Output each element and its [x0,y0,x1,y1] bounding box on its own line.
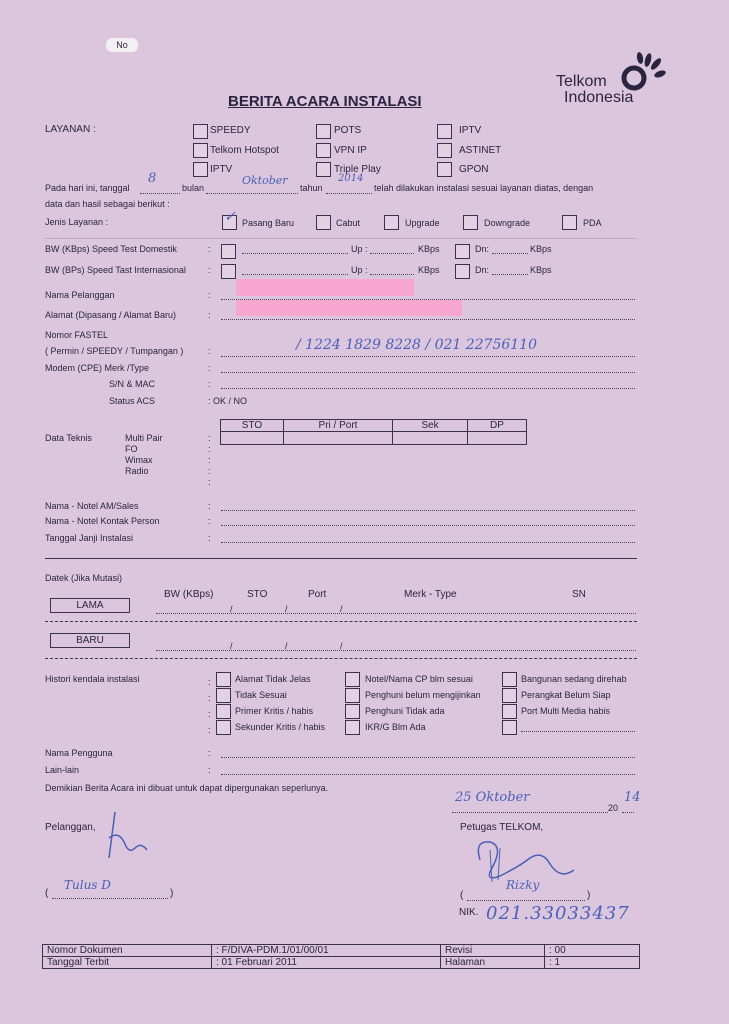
divider-1 [45,238,637,239]
hw-tanggal: 8 [148,171,157,186]
pengguna-colon: : [208,748,211,758]
cell-sek[interactable] [393,432,468,445]
intro-tahun: tahun [300,183,323,193]
jenis-pasang-baru: Pasang Baru [242,218,295,228]
janji-colon: : [208,533,211,543]
checkbox-h1-2[interactable] [216,688,231,703]
checkbox-iptv-1[interactable] [437,124,452,139]
checkbox-h2-1[interactable] [345,672,360,687]
hw-fastel: / 1224 1829 8228 / 021 22756110 [296,337,538,353]
divider-2 [45,558,637,559]
alamat-colon: : [208,310,211,320]
fastel-line [221,356,635,357]
bw-dom-line [242,253,348,254]
modem-line [221,372,635,373]
checkbox-astinet[interactable] [437,143,452,158]
opt-speedy: SPEEDY [210,125,251,136]
opt-vpnip: VPN IP [334,145,367,156]
lama-box: LAMA [50,598,130,613]
demikian-text: Demikian Berita Acara ini dibuat untuk dapat dipergunakan seperlunya. [45,783,329,793]
bw-intl-dn: Dn: [475,265,490,275]
hw-petugas-name: Rizky [506,878,540,892]
nama-redaction [236,279,414,296]
teknis-multipair: Multi Pair [125,433,163,443]
checkbox-speedy[interactable] [193,124,208,139]
petugas-name-line [467,900,585,901]
nik-label: NIK. [459,907,479,918]
layanan-label: LAYANAN : [45,124,96,135]
h2-1: Notel/Nama CP blm sesuai [365,674,473,684]
bw-intl-up-line [370,274,414,275]
bw-dom-dn-line [492,253,528,254]
footer-table [42,944,640,969]
col-sto: STO [221,420,284,432]
opt-triple: Triple Play [334,164,381,175]
opt-iptv-2: IPTV [210,164,233,175]
checkbox-h3-3[interactable] [502,704,517,719]
jenis-label: Jenis Layanan : [45,217,109,227]
opt-pots: POTS [334,125,362,136]
nomor-label: Nomor Dokumen [43,945,212,957]
baru-slashes: / / / [230,641,343,651]
checkbox-bw-intl-dn[interactable] [455,264,470,279]
bw-dom-colon: : [208,244,211,254]
bw-dom-kbps: KBps [418,244,440,254]
checkbox-h3-4[interactable] [502,720,517,735]
datek-col-sto: STO [247,589,268,600]
checkbox-h2-2[interactable] [345,688,360,703]
bw-dom-label: BW (KBps) Speed Test Domestik [45,244,177,254]
checkbox-h1-4[interactable] [216,720,231,735]
date-20: 20 [608,803,619,813]
intro-bulan: bulan [182,183,205,193]
teknis-list [125,433,163,477]
h2-4: IKR/G Blm Ada [365,722,426,732]
lain-colon: : [208,765,211,775]
nama-colon: : [208,290,211,300]
h3-2: Perangkat Belum Siap [521,690,611,700]
lain-label: Lain-lain [45,765,80,775]
lama-slashes: / / / [230,604,343,614]
bw-intl-up: Up : [351,265,368,275]
acs-value: : OK / NO [208,396,248,406]
acs-label: Status ACS [109,396,156,406]
sn-label: S/N & MAC [109,379,156,389]
h3-1: Bangunan sedang direhab [521,674,627,684]
halaman-label: Halaman [441,957,545,969]
checkbox-cabut[interactable] [316,215,331,230]
fastel-label-2: ( Permin / SPEEDY / Tumpangan ) [45,346,184,356]
opt-iptv-1: IPTV [459,125,482,136]
modem-label: Modem (CPE) Merk /Type [45,363,150,373]
teknis-fo: FO [125,444,138,454]
opt-hotspot: Telkom Hotspot [210,145,279,156]
jenis-pda: PDA [583,218,602,228]
checkbox-hotspot[interactable] [193,143,208,158]
hw-nik: 021.33033437 [486,903,630,924]
notel-am-label: Nama - Notel AM/Sales [45,501,139,511]
logo-text-1: Telkom [556,73,607,90]
hw-tahun: 2014 [338,173,364,184]
notel-kontak-colon: : [208,516,211,526]
jenis-cabut: Cabut [336,218,361,228]
checkbox-pda[interactable] [562,215,577,230]
checkbox-h3-1[interactable] [502,672,517,687]
teknis-table [220,419,527,445]
col-pri-port: Pri / Port [284,420,393,432]
bw-dom-up-line [370,253,414,254]
janji-label: Tanggal Janji Instalasi [45,533,134,543]
pelanggan-name-line [52,898,168,899]
hw-bulan: Oktober [242,174,288,187]
teknis-label: Data Teknis [45,433,92,443]
fastel-label-1: Nomor FASTEL [45,330,109,340]
lain-line [221,774,635,775]
checkbox-downgrade[interactable] [463,215,478,230]
checkbox-upgrade[interactable] [384,215,399,230]
h1-4: Sekunder Kritis / habis [235,722,326,732]
teknis-wimax: Wimax [125,455,153,465]
bulan-line [206,193,298,194]
form-title: BERITA ACARA INSTALASI [228,93,422,110]
checkbox-bw-dom[interactable] [221,244,236,259]
date-yr-line [622,812,634,813]
logo-text-2: Indonesia [564,89,634,106]
cell-sto[interactable] [221,432,284,445]
datek-col-merk: Merk - Type [404,589,457,600]
bw-dom-kbps2: KBps [530,244,552,254]
h3-3: Port Multi Media habis [521,706,611,716]
datek-dash-2 [45,658,637,659]
baru-line [156,650,636,651]
jenis-upgrade: Upgrade [405,218,440,228]
pelanggan-signature [95,808,155,868]
h2-2: Penghuni belum mengijinkan [365,690,481,700]
hw-date: 25 Oktober [455,790,530,805]
h1-2: Tidak Sesuai [235,690,287,700]
checkbox-gpon[interactable] [437,162,452,177]
petugas-paren-open: ( [460,890,464,901]
cell-dp[interactable] [468,432,527,445]
col-sek: Sek [393,420,468,432]
revisi-value: : 00 [545,945,640,957]
teknis-radio: Radio [125,466,149,476]
terbit-label: Tanggal Terbit [43,957,212,969]
alamat-line [221,319,635,320]
datek-dash-1 [45,621,637,622]
sn-colon: : [208,379,211,389]
telkom-hand-icon [620,50,666,94]
notel-am-line [221,510,635,511]
jenis-downgrade: Downgrade [484,218,531,228]
datek-label: Datek (Jika Mutasi) [45,573,123,583]
pengguna-label: Nama Pengguna [45,748,113,758]
bw-dom-up: Up : [351,244,368,254]
date-line [452,812,608,813]
checkbox-h3-2[interactable] [502,688,517,703]
alamat-redaction [236,300,462,316]
tanggal-line [140,193,180,194]
intro-tanggal: Pada hari ini, tanggal [45,183,130,193]
pasang-baru-checkmark: ✓ [224,209,236,225]
checkbox-iptv-2[interactable] [193,162,208,177]
alamat-label: Alamat (Dipasang / Alamat Baru) [45,310,177,320]
checkbox-h2-4[interactable] [345,720,360,735]
fastel-colon: : [208,346,211,356]
modem-colon: : [208,363,211,373]
revisi-label: Revisi [441,945,545,957]
h1-1: Alamat Tidak Jelas [235,674,311,684]
no-tab: No [106,38,138,52]
h1-3: Primer Kritis / habis [235,706,314,716]
bw-intl-kbps: KBps [418,265,440,275]
h2-3: Penghuni Tidak ada [365,706,445,716]
checkbox-h1-3[interactable] [216,704,231,719]
notel-kontak-label: Nama - Notel Kontak Person [45,516,160,526]
teknis-colons: : : : : : [208,433,211,487]
checkbox-bw-dom-dn[interactable] [455,244,470,259]
terbit-value: : 01 Februari 2011 [212,957,441,969]
hw-pelanggan-name: Tulus D [64,878,111,892]
pelanggan-paren-open: ( [45,888,49,899]
nomor-value: : F/DIVA-PDM.1/01/00/01 [212,945,441,957]
checkbox-vpnip[interactable] [316,143,331,158]
lama-line [156,613,636,614]
checkbox-pots[interactable] [316,124,331,139]
nama-label: Nama Pelanggan [45,290,115,300]
petugas-label: Petugas TELKOM, [460,822,544,833]
datek-col-sn: SN [572,589,586,600]
pelanggan-paren-close: ) [170,888,174,899]
petugas-paren-close: ) [587,890,591,901]
bw-intl-label: BW (BPs) Speed Tast Internasional [45,265,186,275]
janji-line [221,542,635,543]
h3-4-line [521,731,635,732]
datek-col-port: Port [308,589,327,600]
acs-ok-no: OK / NO [213,396,248,406]
opt-gpon: GPON [459,164,489,175]
checkbox-triple[interactable] [316,162,331,177]
notel-am-colon: : [208,501,211,511]
col-dp: DP [468,420,527,432]
checkbox-bw-intl[interactable] [221,264,236,279]
bw-intl-dn-line [492,274,528,275]
sn-line [221,388,635,389]
histori-label: Histori kendala instalasi [45,674,140,684]
histori-colons: : : : : [208,677,211,735]
halaman-value: : 1 [545,957,640,969]
datek-col-bw: BW (KBps) [164,589,214,600]
intro-rest: telah dilakukan instalasi sesuai layanan diatas, dengan [374,183,594,193]
pelanggan-label: Pelanggan, [45,822,96,833]
bw-intl-colon: : [208,265,211,275]
baru-box: BARU [50,633,130,648]
bw-dom-dn: Dn: [475,244,490,254]
notel-kontak-line [221,525,635,526]
hw-date-yr: 14 [624,790,641,805]
bw-intl-kbps2: KBps [530,265,552,275]
pengguna-line [221,757,635,758]
cell-pri-port[interactable] [284,432,393,445]
bw-intl-line [242,274,348,275]
tahun-line [326,193,372,194]
opt-astinet: ASTINET [459,145,502,156]
checkbox-h2-3[interactable] [345,704,360,719]
intro-line2: data dan hasil sebagai berikut : [45,199,170,209]
checkbox-h1-1[interactable] [216,672,231,687]
